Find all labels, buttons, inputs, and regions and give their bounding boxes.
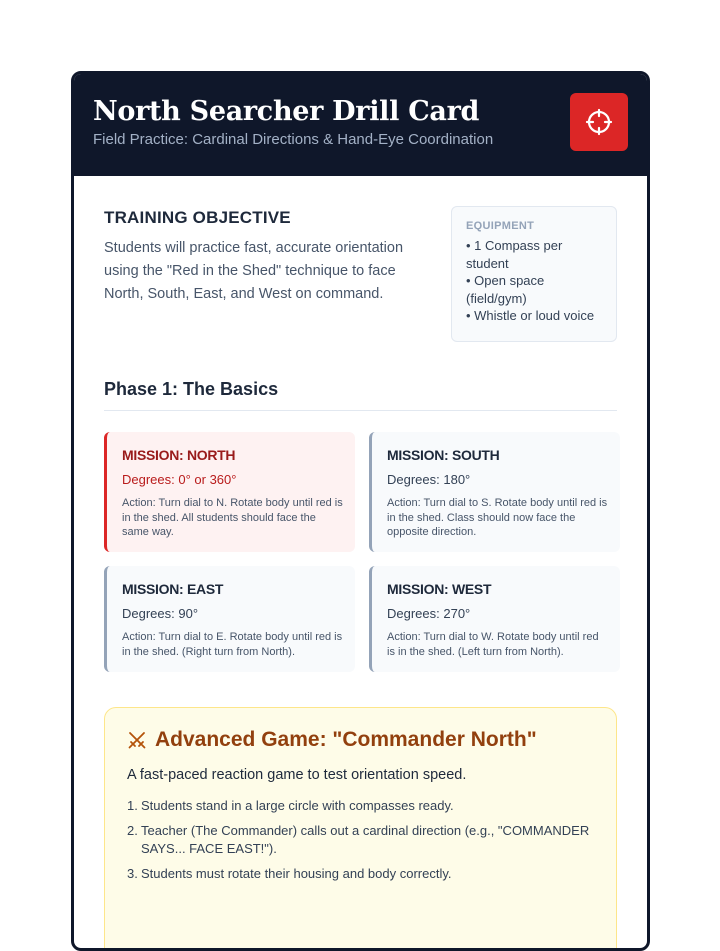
mission-degrees: Degrees: 270° (387, 606, 471, 621)
page-title: North Searcher Drill Card (93, 96, 480, 127)
advanced-game-box (104, 707, 617, 951)
advanced-title-row (127, 728, 594, 752)
card-header (74, 74, 647, 176)
missions-grid (104, 432, 617, 672)
mission-title: MISSION: WEST (387, 581, 492, 597)
equipment-title: EQUIPMENT (466, 220, 535, 232)
step-text: Students stand in a large circle with compasses ready. (141, 798, 454, 813)
step-item (127, 822, 594, 858)
objective-title: TRAINING OBJECTIVE (104, 208, 291, 227)
objective-row (104, 206, 617, 342)
phase-title: Phase 1: The Basics (104, 379, 617, 411)
equipment-item: • Open space (field/gym) (466, 273, 545, 306)
mission-action: Action: Turn dial to N. Rotate body until red is in the shed. All students should face the same way. (122, 497, 343, 538)
step-item (127, 797, 594, 815)
equipment-item: • Whistle or loud voice (466, 308, 595, 323)
advanced-steps (127, 797, 594, 883)
mission-action: Action: Turn dial to W. Rotate body until red is in the shed. (Left turn from North). (387, 631, 599, 658)
mission-card-north (104, 432, 355, 552)
mission-action: Action: Turn dial to S. Rotate body until red is in the shed. Class should now face the opposite direction. (387, 497, 608, 538)
crosshair-icon (585, 108, 613, 136)
mission-card-east (104, 566, 355, 672)
page-subtitle: Field Practice: Cardinal Directions & Hand-Eye Coordination (93, 131, 494, 148)
step-text: Teacher (The Commander) calls out a cardinal direction (e.g., "COMMANDER SAYS... FACE EAST!"). (141, 823, 590, 856)
advanced-title: Advanced Game: "Commander North" (155, 728, 537, 751)
step-number: 3. (127, 866, 138, 881)
card-body (74, 176, 647, 951)
mission-title: MISSION: EAST (122, 581, 224, 597)
step-item (127, 865, 594, 883)
advanced-description: A fast-paced reaction game to test orientation speed. (127, 767, 467, 783)
equipment-list (466, 237, 606, 325)
mission-degrees: Degrees: 0° or 360° (122, 472, 237, 487)
crosshair-button[interactable] (570, 93, 628, 151)
step-text: Students must rotate their housing and body correctly. (141, 866, 452, 881)
mission-degrees: Degrees: 180° (387, 472, 471, 487)
mission-card-south (369, 432, 620, 552)
objective-text: Students will practice fast, accurate orientation using the "Red in the Shed" technique to face North, South, East, and West on command. (104, 240, 404, 302)
equipment-box (451, 206, 617, 342)
mission-degrees: Degrees: 90° (122, 606, 199, 621)
step-number: 2. (127, 823, 138, 838)
crossed-swords-icon (127, 730, 147, 750)
step-number: 1. (127, 798, 138, 813)
mission-card-west (369, 566, 620, 672)
mission-action: Action: Turn dial to E. Rotate body until red is in the shed. (Right turn from North). (122, 631, 343, 658)
equipment-item: • 1 Compass per student (466, 238, 563, 271)
training-objective (104, 206, 434, 342)
drill-card (71, 71, 650, 951)
mission-title: MISSION: NORTH (122, 447, 236, 463)
mission-title: MISSION: SOUTH (387, 447, 500, 463)
